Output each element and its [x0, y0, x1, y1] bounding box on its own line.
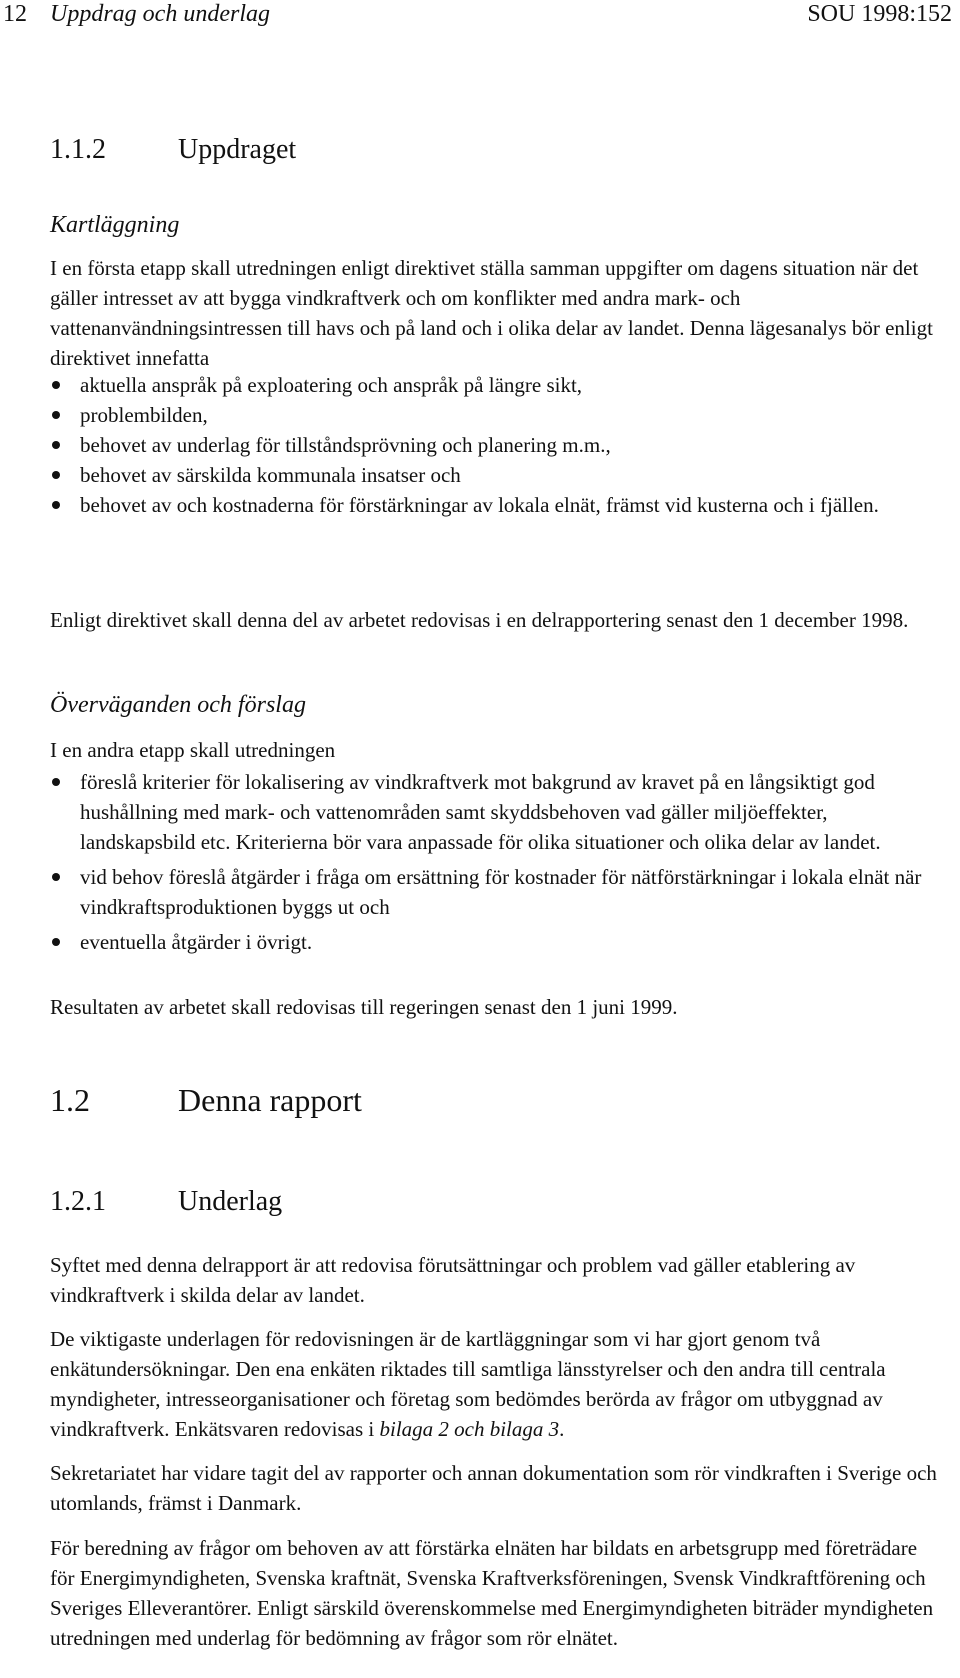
paragraph-sekretariatet: Sekretariatet har vidare tagit del av rapporter och annan dokumentation som rör vindkraften i Sverige och utomlands, främst i Danmark.: [50, 1461, 937, 1515]
paragraph-overvaganden-closing: Resultaten av arbetet skall redovisas till regeringen senast den 1 juni 1999.: [50, 995, 678, 1019]
list-item: [50, 490, 946, 520]
section-number: 1.1.2: [50, 134, 106, 165]
paragraph-underlag-text: De viktigaste underlagen för redovisningen är de kartläggningar som vi har gjort genom två enkätundersökningar. Den ena enkäten riktades till samtliga länsstyrelser och den andra till centrala myndigheter, intresseorganisationer och företag som bedömdes berörda av frågor om utbyggnad av vindkraftverk. Enkätsvaren redovisas i: [50, 1327, 886, 1441]
list-item: [50, 767, 946, 857]
section-number: 1.2.1: [50, 1186, 106, 1217]
section-title: Denna rapport: [178, 1082, 362, 1118]
appendix-reference: bilaga 2 och bilaga 3: [379, 1417, 560, 1441]
section-number: 1.2: [50, 1082, 90, 1118]
section-title: Underlag: [178, 1186, 283, 1217]
list-item-text: föreslå kriterier för lokalisering av vindkraftverk mot bakgrund av kravet på en långsiktigt god hushållning med mark- och vattenområden samt skyddsbehoven vad gäller miljöeffekter, landskapsbild etc. Kriterierna bör vara anpassade för olika situationer och olika delar av landet.: [80, 770, 881, 854]
bullet-icon: [52, 501, 60, 509]
bullet-icon: [52, 778, 60, 786]
list-item: [50, 400, 946, 430]
list-item-text: behovet av underlag för tillståndsprövning och planering m.m.,: [80, 433, 611, 457]
running-header: [0, 0, 960, 30]
bullet-icon: [52, 381, 60, 389]
bullet-icon: [52, 441, 60, 449]
list-item: [50, 927, 946, 957]
list-item-text: aktuella anspråk på exploatering och anspråk på längre sikt,: [80, 373, 583, 397]
bullet-icon: [52, 938, 60, 946]
bullet-icon: [52, 411, 60, 419]
paragraph-kartlaggning-intro: I en första etapp skall utredningen enligt direktivet ställa samman uppgifter om dagens situation när det gäller intresset av att bygga vindkraftverk och om konflikter med andra mark- och vattenanvändningsintressen till havs och på land och i olika delar av landet. Denna lägesanalys bör enligt direktivet innefatta: [50, 256, 933, 370]
list-item-text: behovet av och kostnaderna för förstärkningar av lokala elnät, främst vid kusterna och i fjällen.: [80, 493, 879, 517]
list-item: [50, 430, 946, 460]
page-number: 12: [3, 1, 27, 27]
bullet-list-kartlaggning: [50, 370, 946, 520]
chapter-title: Uppdrag och underlag: [50, 1, 270, 27]
paragraph-syfte: Syftet med denna delrapport är att redovisa förutsättningar och problem vad gäller etablering av vindkraftverk i skilda delar av landet.: [50, 1253, 856, 1307]
report-id: SOU 1998:152: [807, 1, 952, 27]
list-item: [50, 460, 946, 490]
bullet-icon: [52, 873, 60, 881]
list-item-text: vid behov föreslå åtgärder i fråga om ersättning för kostnader för nätförstärkningar i lokala elnät när vindkraftsproduktionen byggs ut och: [80, 865, 922, 919]
bullet-icon: [52, 471, 60, 479]
paragraph-overvaganden-intro: I en andra etapp skall utredningen: [50, 738, 336, 762]
paragraph-underlag: [50, 1324, 946, 1444]
list-item-text: behovet av särskilda kommunala insatser och: [80, 463, 461, 487]
paragraph-underlag-end: .: [559, 1417, 565, 1441]
paragraph-arbetsgrupp: För beredning av frågor om behoven av att förstärka elnäten har bildats en arbetsgrupp med företrädare för Energimyndigheten, Svenska kraftnät, Svenska Kraftverksföreningen, Svensk Vindkraftförening och Sveriges Elleverantörer. Enligt särskild överenskommelse med Energimyndigheten biträder myndigheten utredningen med underlag för bedömning av frågor som rör elnätet.: [50, 1536, 934, 1650]
bullet-list-overvaganden: [50, 767, 946, 957]
list-item: [50, 370, 946, 400]
list-item-text: problembilden,: [80, 403, 208, 427]
section-title: Uppdraget: [178, 134, 297, 165]
list-item: [50, 862, 946, 922]
paragraph-kartlaggning-closing: Enligt direktivet skall denna del av arbetet redovisas i en delrapportering senast den 1 december 1998.: [50, 608, 909, 632]
subheading-kartlaggning: Kartläggning: [50, 212, 180, 238]
list-item-text: eventuella åtgärder i övrigt.: [80, 930, 313, 954]
subheading-overvaganden: Överväganden och förslag: [50, 692, 306, 718]
